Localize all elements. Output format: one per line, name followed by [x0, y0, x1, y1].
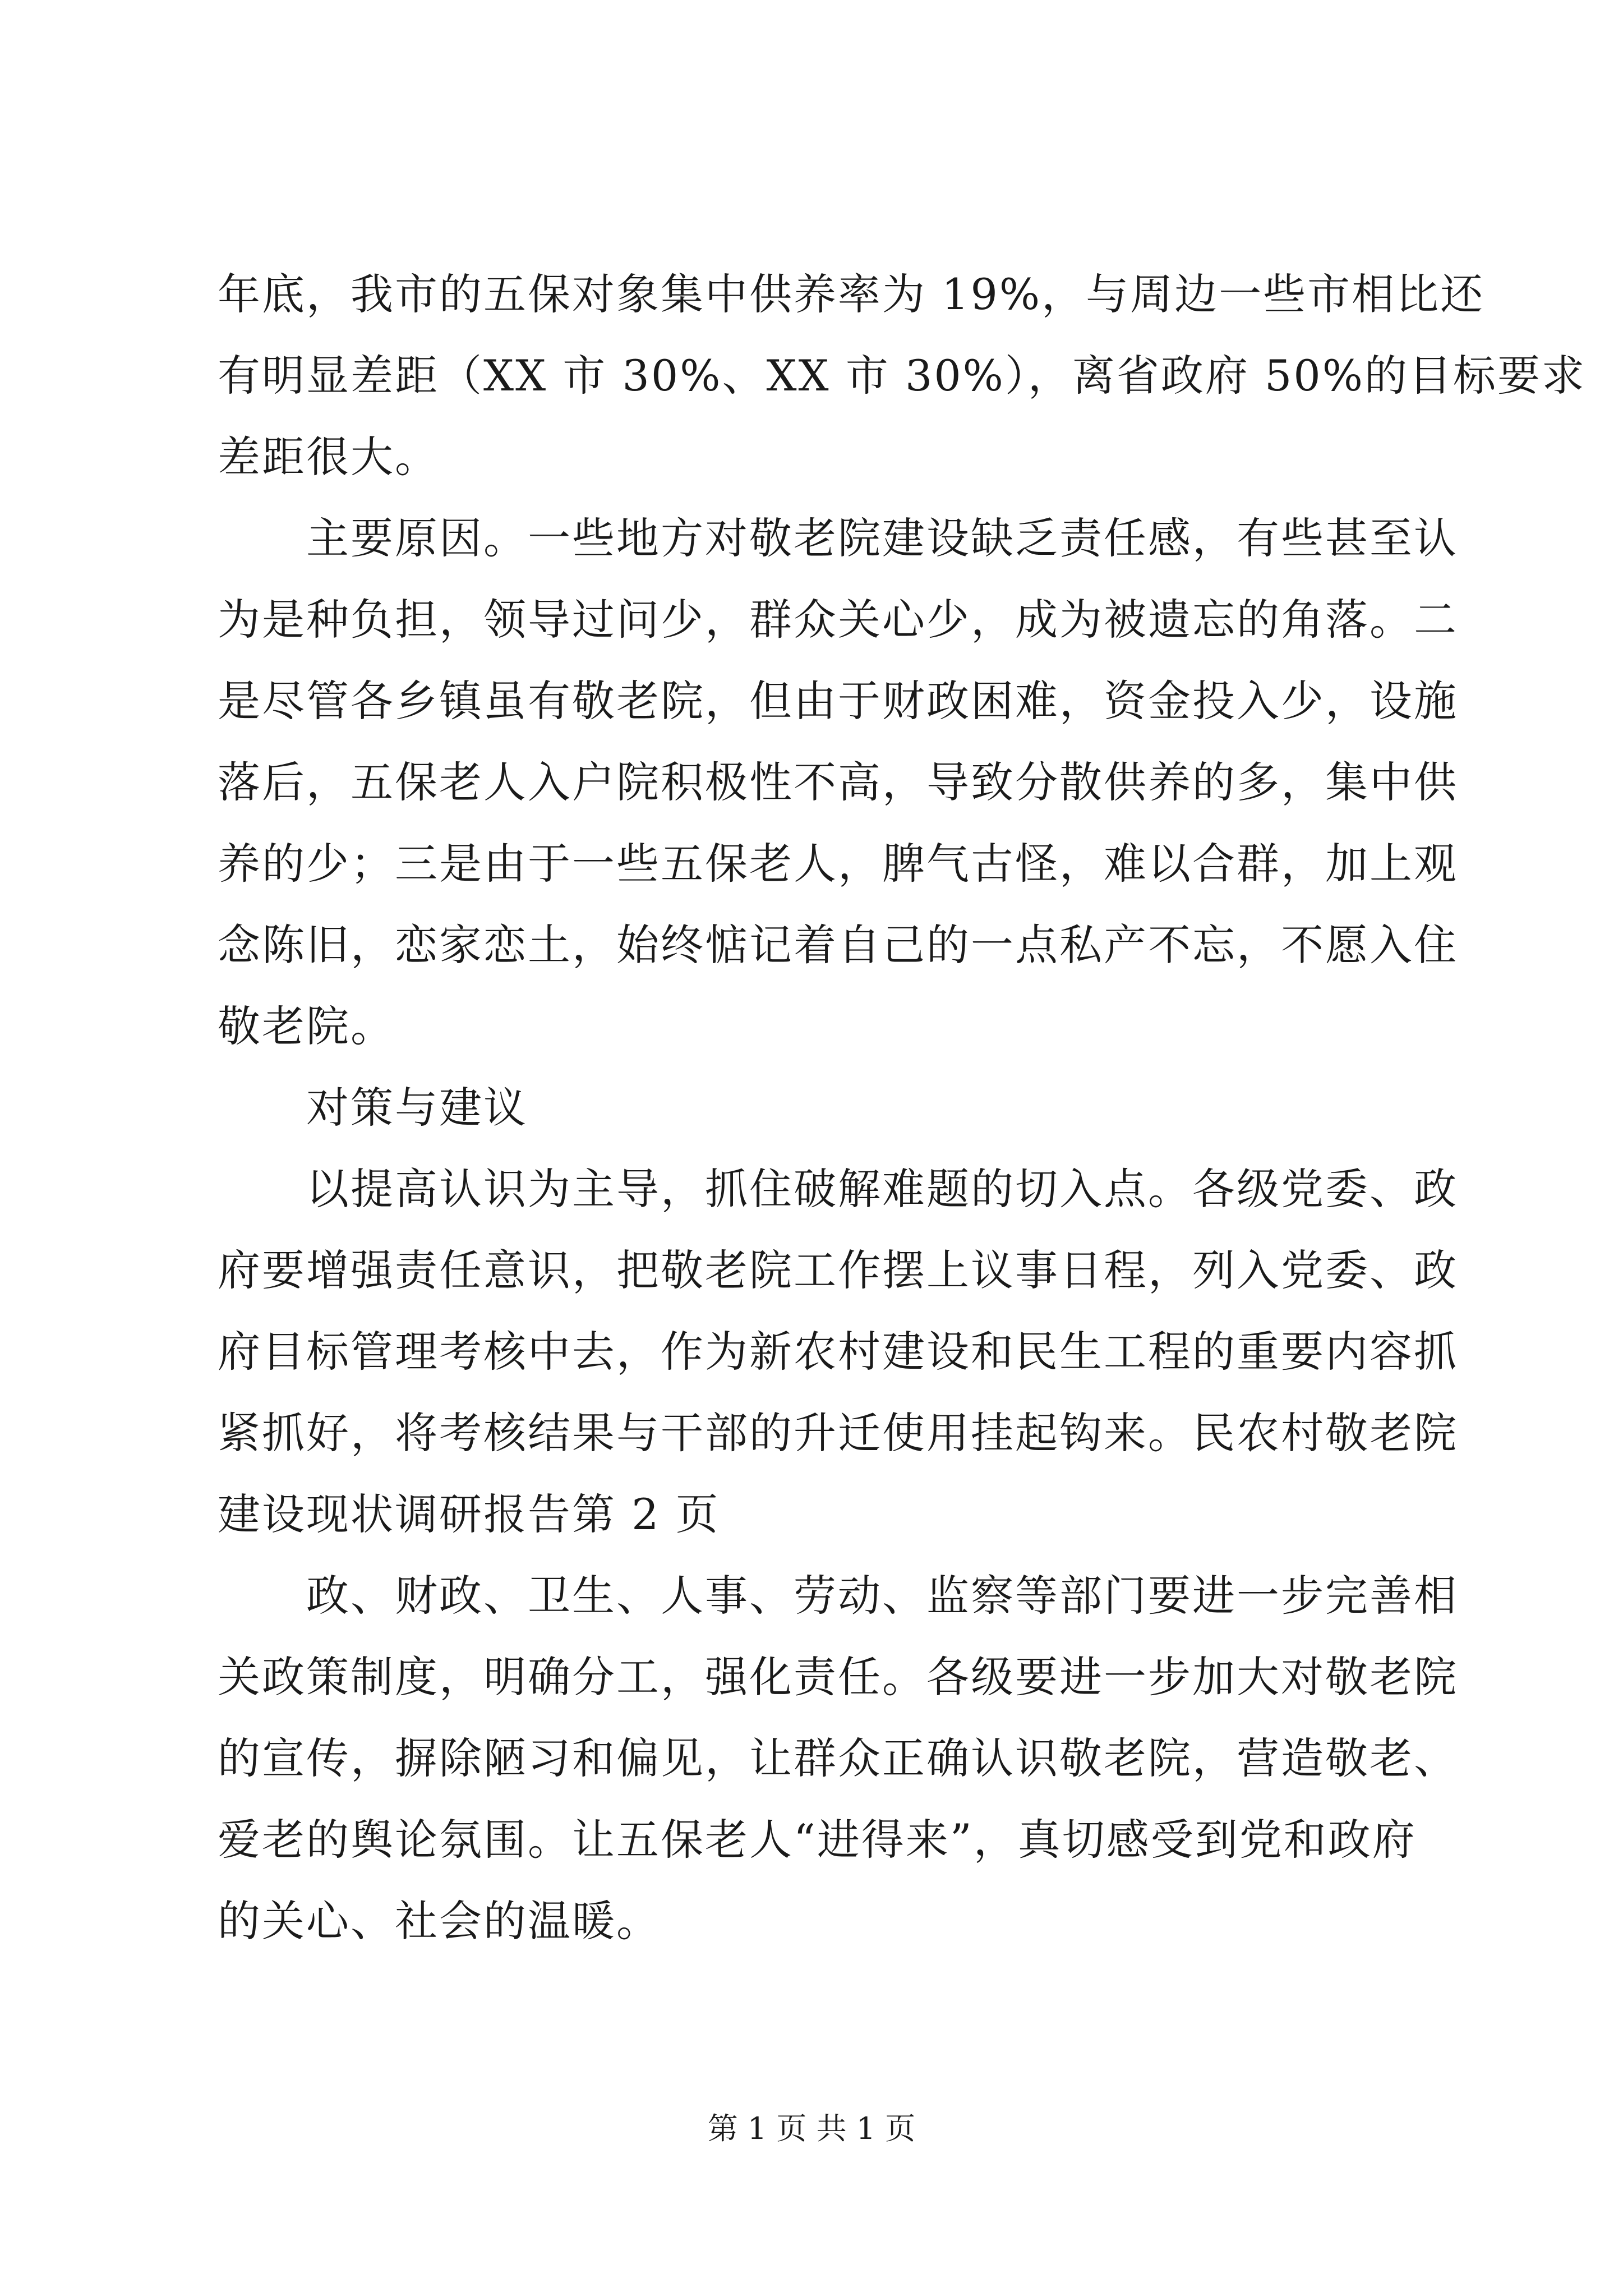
- text-line: 差距很大。: [218, 432, 439, 482]
- paragraph-departments: [218, 1555, 1458, 1962]
- paragraph-continuation: [218, 254, 1586, 498]
- text-line: 府要增强责任意识，把敬老院工作摆上议事日程，列入党委、政: [218, 1245, 1458, 1295]
- paragraph-measures: [218, 1148, 1458, 1555]
- text-line: 以提高认识为主导，抓住破解难题的切入点。各级党委、政: [306, 1164, 1458, 1214]
- text-line: 政、财政、卫生、人事、劳动、监察等部门要进一步完善相: [306, 1571, 1458, 1621]
- section-heading: [218, 1067, 1429, 1148]
- text-line: 念陈旧，恋家恋土，始终惦记着自己的一点私产不忘，不愿入住: [218, 920, 1458, 970]
- heading-line: 对策与建议: [306, 1083, 528, 1133]
- text-line: 养的少；三是由于一些五保老人，脾气古怪，难以合群，加上观: [218, 839, 1458, 889]
- text-line: 有明显差距（XX 市 30%、XX 市 30%），离省政府 50%的目标要求: [218, 351, 1586, 401]
- text-line: 敬老院。: [218, 1001, 395, 1051]
- text-line: 建设现状调研报告第 2 页: [218, 1489, 720, 1539]
- text-line: 年底，我市的五保对象集中供养率为 19%，与周边一些市相比还: [218, 269, 1485, 319]
- page-footer: 第 1 页 共 1 页: [707, 2111, 916, 2146]
- text-line: 的关心、社会的温暖。: [218, 1896, 661, 1946]
- text-line: 是尽管各乡镇虽有敬老院，但由于财政困难，资金投入少，设施: [218, 676, 1458, 726]
- text-line: 为是种负担，领导过问少，群众关心少，成为被遗忘的角落。二: [218, 595, 1458, 645]
- text-line: 府目标管理考核中去，作为新农村建设和民生工程的重要内容抓: [218, 1327, 1458, 1377]
- text-line: 爱老的舆论氛围。让五保老人“进得来”，真切感受到党和政府: [218, 1815, 1417, 1865]
- document-body: [218, 254, 1586, 1962]
- text-line: 关政策制度，明确分工，强化责任。各级要进一步加大对敬老院: [218, 1652, 1458, 1702]
- paragraph-main-reasons: [218, 498, 1458, 1067]
- text-line: 的宣传，摒除陋习和偏见，让群众正确认识敬老院，营造敬老、: [218, 1733, 1458, 1783]
- text-line: 落后，五保老人入户院积极性不高，导致分散供养的多，集中供: [218, 757, 1458, 807]
- text-line: 主要原因。一些地方对敬老院建设缺乏责任感，有些甚至认: [306, 513, 1458, 563]
- text-line: 紧抓好，将考核结果与干部的升迁使用挂起钩来。民农村敬老院: [218, 1408, 1458, 1458]
